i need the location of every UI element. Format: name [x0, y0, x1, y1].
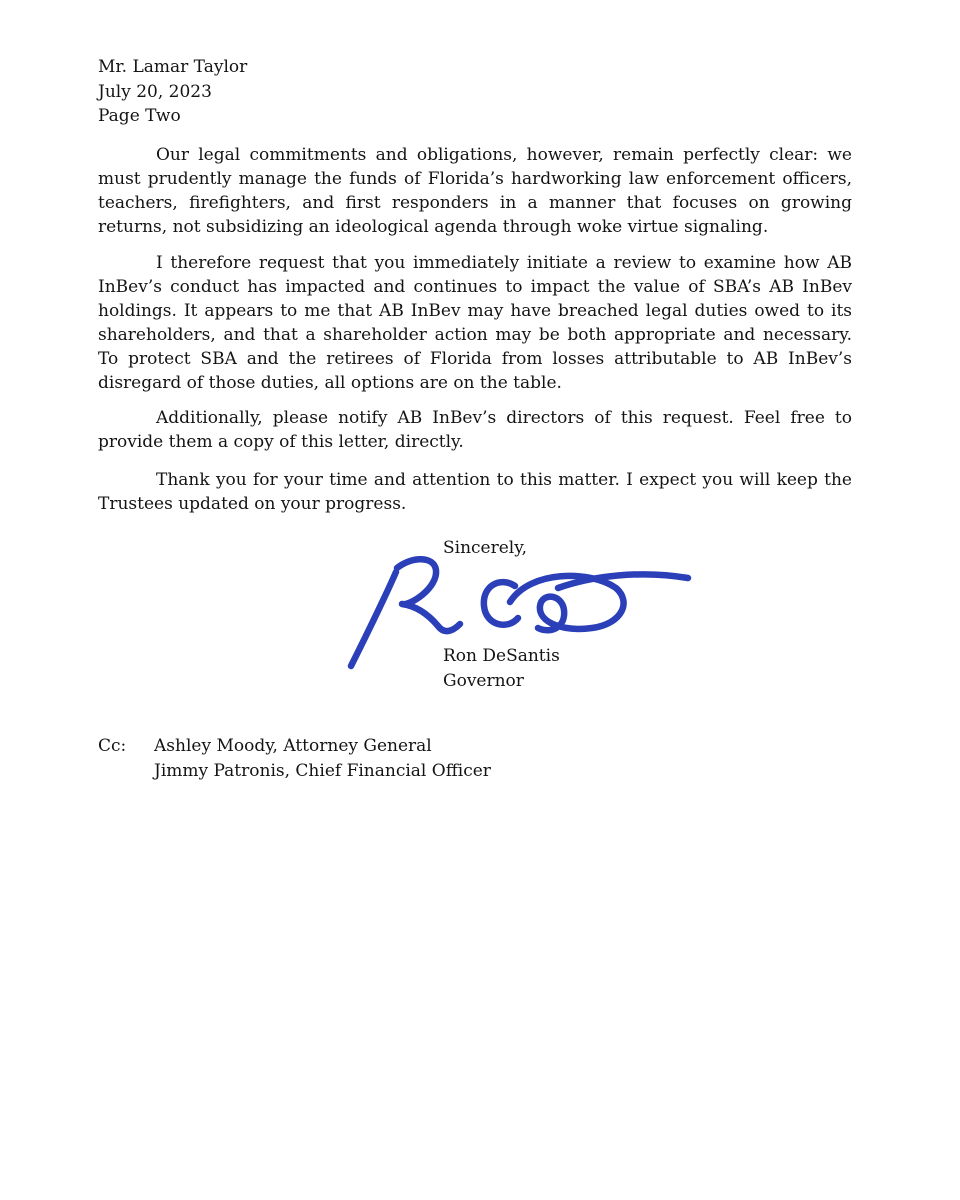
letter-date: July 20, 2023 [98, 81, 212, 102]
closing-salutation: Sincerely, [443, 538, 527, 558]
body-paragraph-3: Additionally, please notify AB InBev’s directors of this request. Feel free to provide them a copy of this letter, directly. [98, 408, 852, 452]
signer-name: Ron DeSantis [443, 646, 560, 666]
page-label: Page Two [98, 106, 181, 126]
signer-block [443, 644, 560, 693]
recipient-name: Mr. Lamar Taylor [98, 57, 248, 77]
cc-recipient-list [154, 734, 491, 783]
letter-header [98, 55, 247, 129]
body-paragraph-1: Our legal commitments and obligations, however, remain perfectly clear: we must prudently manage the funds of Florida’s hardworking law enforcement officers, teachers, firefighters, and first responders in a manner that focuses on growing returns, not subsidizing an ideological agenda through woke virtue signaling. [98, 145, 852, 237]
signature-stroke-r-stem [351, 572, 396, 666]
cc-recipient: Jimmy Patronis, Chief Financial Officer [154, 760, 491, 781]
cc-recipient: Ashley Moody, Attorney General [154, 736, 432, 756]
signer-title: Governor [443, 670, 524, 691]
cc-label: Cc: [98, 736, 127, 756]
body-paragraph-4: Thank you for your time and attention to this matter. I expect you will keep the Trustees updated on your progress. [98, 470, 852, 514]
signature-stroke-r-loop [397, 559, 460, 631]
body-paragraph-2: I therefore request that you immediately initiate a review to examine how AB InBev’s conduct has impacted and continues to impact the value of SBA’s AB InBev holdings. It appears to me that AB InBev may have breached legal duties owed to its shareholders, and that a shareholder action may be both appropriate and necessary. To protect SBA and the retirees of Florida from losses attributable to AB InBev’s disregard of those duties, all options are on the table. [98, 253, 852, 393]
